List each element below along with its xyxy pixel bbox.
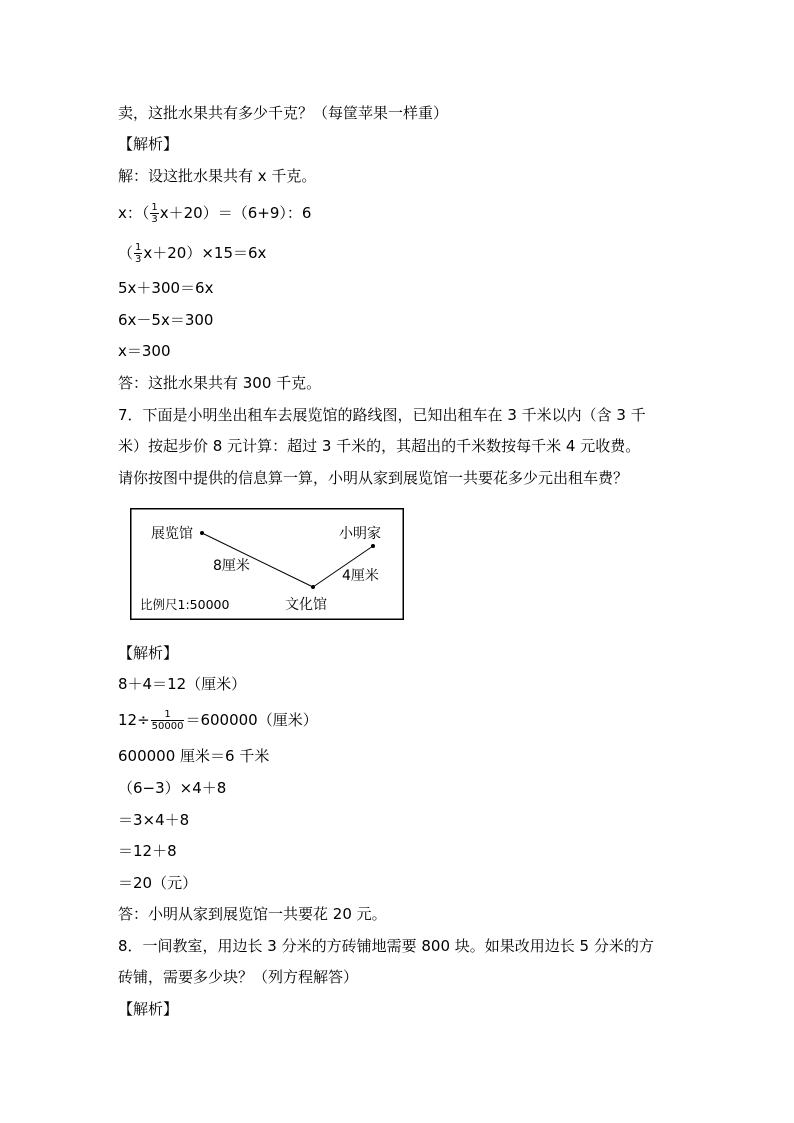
fraction-one-third: $\frac{1}{3}$ (135, 242, 142, 265)
home-label: 小明家 (339, 526, 381, 542)
exhibition-hall-label: 展览馆 (151, 526, 193, 542)
calc-line: 8＋4＝12（厘米） (118, 675, 247, 693)
problem-7-line-3: 请你按图中提供的信息算一算，小明从家到展览馆一共要花多少元出租车费？ (118, 469, 629, 487)
exhibition-hall-point (200, 531, 204, 535)
analysis-heading: 【解析】 (118, 644, 179, 662)
solution-setup: 解：设这批水果共有 x 千克。 (118, 167, 317, 185)
fraction-scale: $\frac{1}{50000}$ (151, 709, 184, 732)
equation-proportion: x：（ $\frac{1}{3}$ x＋20）＝（6+9）：6 (118, 202, 312, 225)
answer-line: 答：小明从家到展览馆一共要花 20 元。 (118, 905, 387, 923)
problem-7-line-2: 米）按起步价 8 元计算：超过 3 千米的，其超出的千米数按每千米 4 元收费。 (118, 437, 641, 455)
home-point (371, 544, 375, 548)
route-diagram (130, 508, 404, 620)
equation-step: 6x－5x＝300 (118, 311, 214, 329)
calc-line: ＝3×4＋8 (118, 811, 190, 829)
culture-hall-point (311, 585, 315, 589)
equation-step: 5x＋300＝6x (118, 279, 214, 297)
answer-line: 答：这批水果共有 300 千克。 (118, 374, 322, 392)
problem-6-tail: 卖，这批水果共有多少千克？（每筐苹果一样重） (118, 104, 449, 122)
equation-result: x＝300 (118, 342, 171, 360)
culture-hall-label: 文化馆 (285, 597, 327, 613)
calc-line: ＝20（元） (118, 874, 198, 892)
problem-8-line-2: 砖铺，需要多少块？（列方程解答） (118, 968, 359, 986)
problem-7-line-1: 7．下面是小明坐出租车去展览馆的路线图，已知出租车在 3 千米以内（含 3 千 (118, 406, 646, 424)
calc-scale-division: 12÷ $\frac{1}{50000}$ ＝600000（厘米） (118, 709, 318, 732)
equation-cross-multiply: （ $\frac{1}{3}$ x＋20）×15＝6x (118, 242, 267, 265)
distance-right-label: 4厘米 (342, 568, 379, 584)
calc-line: ＝12＋8 (118, 842, 177, 860)
calc-line: （6−3）×4＋8 (118, 779, 227, 797)
analysis-heading: 【解析】 (118, 135, 179, 153)
analysis-heading: 【解析】 (118, 1000, 179, 1018)
calc-line: 600000 厘米＝6 千米 (118, 747, 270, 765)
problem-8-line-1: 8．一间教室，用边长 3 分米的方砖铺地需要 800 块。如果改用边长 5 分米的方 (118, 937, 654, 955)
scale-label: 比例尺1:50000 (140, 597, 230, 612)
fraction-one-third: $\frac{1}{3}$ (151, 202, 158, 225)
distance-left-label: 8厘米 (213, 558, 250, 574)
